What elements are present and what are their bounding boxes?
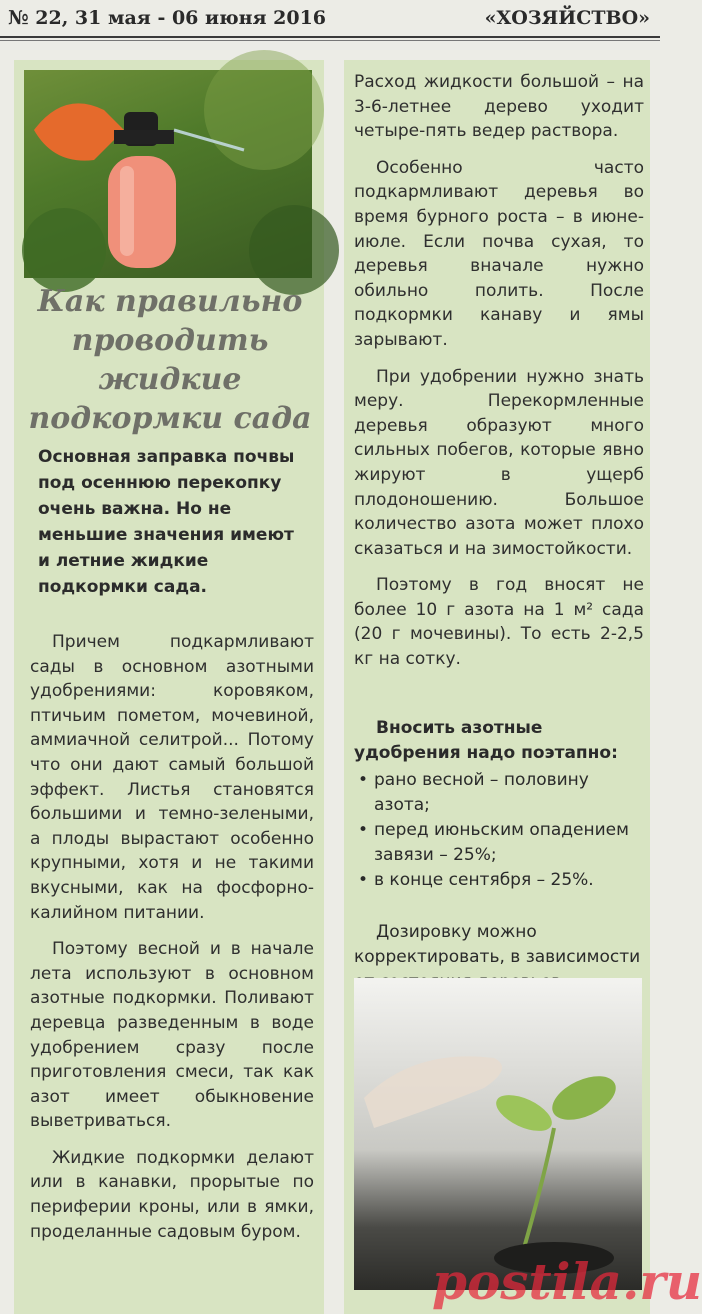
- article-title: Как правильно проводить жидкие подкормки сада: [28, 284, 312, 436]
- paragraph: Поэтому весной и в начале лета используют в основном азотные подкормки. Поливают деревца разведенным в воде удобрением сразу после приготовления смеси, так как азот имеет обыкновение выветриваться.: [30, 939, 314, 1132]
- stage-text: рано весной – половину азота;: [374, 770, 589, 815]
- bullet-icon: •: [358, 870, 369, 890]
- section-name: «ХОЗЯЙСТВО»: [484, 7, 650, 29]
- dosage-note: Дозировку можно корректировать, в зависимости: [354, 922, 641, 967]
- spray-bottle-photo: [24, 70, 312, 278]
- paragraph: При удобрении нужно знать меру. Перекормленные деревья образуют много сильных побегов, которые явно жируют в ущерб плодоношению. Большое количество азота может плохо сказаться и на зимостойкости.: [354, 366, 644, 559]
- list-item: [354, 818, 644, 868]
- paragraph: Особенно часто подкармливают деревья во время бурного роста – в июне-июле. Если почва сухая, то деревья вначале нужно обильно полить. После подкормки канаву и ямы зарывают.: [354, 157, 644, 350]
- issue-info: № 22, 31 мая - 06 июня 2016: [8, 7, 327, 29]
- article-lead: Основная заправка почвы под осеннюю перекопку очень важна. Но не меньшие значения имеют и летние жидкие подкормки сада.: [38, 447, 295, 597]
- watermark-text: postila.ru: [432, 1252, 702, 1311]
- stage-text: перед июньским опадением завязи – 25%;: [374, 820, 629, 865]
- stage-text: в конце сентября – 25%.: [374, 870, 594, 890]
- fertilizer-stages: [354, 716, 644, 893]
- header-divider: [0, 36, 660, 38]
- bullet-icon: •: [358, 770, 369, 790]
- bullet-icon: •: [358, 820, 369, 840]
- seedling-photo: [354, 978, 642, 1290]
- paragraph: Причем подкармливают сады в основном азотными удобрениями: коровяком, птичьим пометом, мочевиной, аммиачной селитрой... Потому что они дают самый большой эффект. Листья становятся большими и темно-зелеными, а плоды вырастают особенно крупными, хотя и не такими вкусными, как на фосфорно-калийном питании.: [30, 632, 314, 923]
- left-column-text: [30, 630, 314, 1244]
- paragraph: Поэтому в год вносят не более 10 г азота на 1 м² сада (20 г мочевины). То есть 2-2,5 кг на сотку.: [354, 575, 644, 670]
- list-item: [354, 868, 644, 893]
- spray-bottle-illustration: [24, 70, 312, 278]
- right-column-text: [354, 70, 644, 672]
- stages-list: [354, 768, 644, 893]
- list-item: [354, 768, 644, 818]
- seedling-illustration: [354, 978, 642, 1290]
- stages-title: Вносить азотные удобрения надо поэтапно:: [354, 718, 618, 763]
- paragraph: Жидкие подкормки делают или в канавки, прорытые по периферии кроны, или в ямки, проделанные садовым буром.: [30, 1147, 314, 1242]
- newspaper-header: [0, 0, 660, 40]
- header-divider-thin: [0, 40, 660, 41]
- paragraph: Расход жидкости большой – на 3-6-летнее дерево уходит четыре-пять ведер раствора.: [354, 72, 644, 142]
